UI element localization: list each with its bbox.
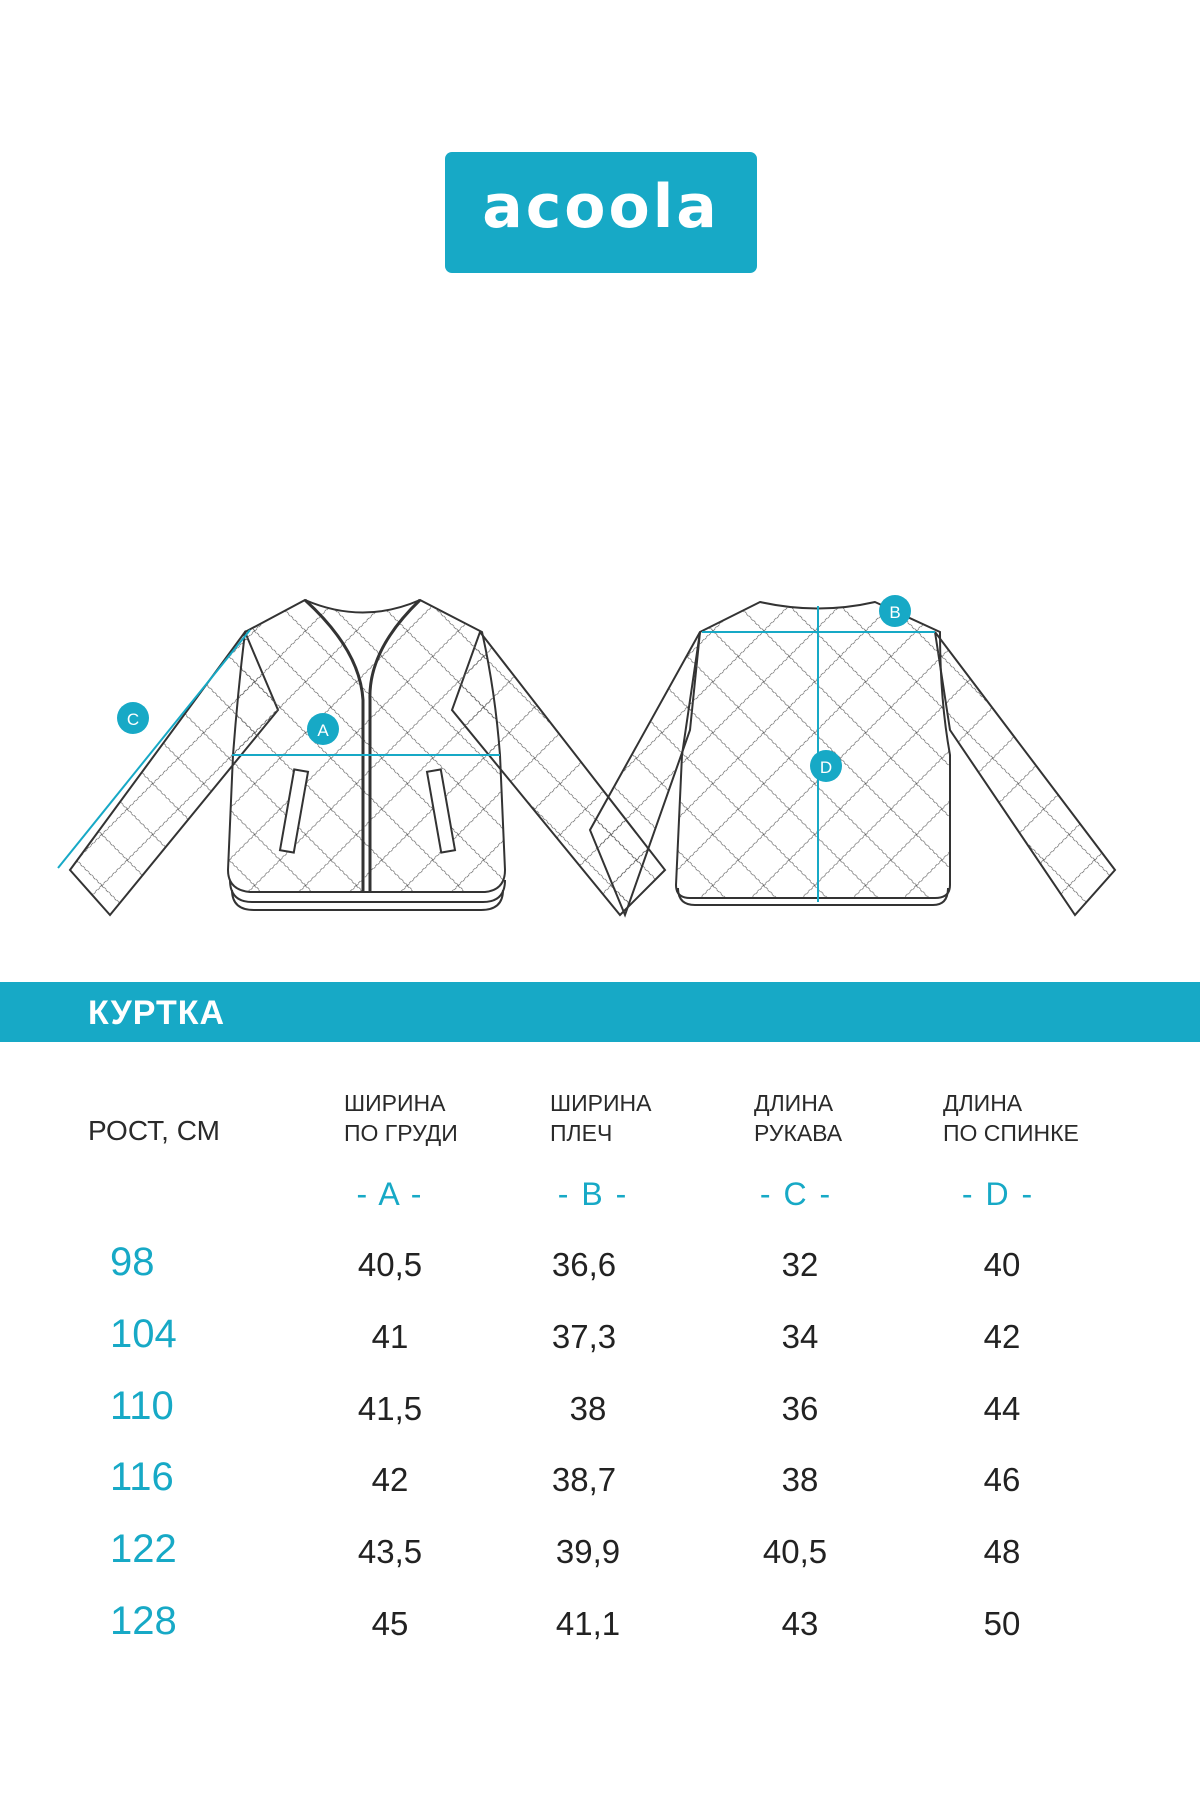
cell-sleeve: 43 <box>781 1605 819 1642</box>
column-letter-c: - C - <box>759 1176 833 1212</box>
measure-label-d: D <box>819 758 833 777</box>
column-header-line2: РУКАВА <box>754 1120 843 1146</box>
row-size: 98 <box>110 1240 155 1284</box>
height-column-header: РОСТ, СМ <box>88 1115 220 1146</box>
product-title-band <box>0 982 1200 1042</box>
cell-shoulder: 39,9 <box>555 1533 621 1570</box>
cell-chest: 43,5 <box>357 1533 423 1570</box>
cell-shoulder: 41,1 <box>555 1605 621 1642</box>
jacket-back-view <box>590 595 1115 915</box>
column-letter-b: - B - <box>557 1176 629 1212</box>
jacket-technical-drawing <box>0 580 1200 930</box>
column-letter-a: - A - <box>356 1176 424 1212</box>
cell-shoulder: 36,6 <box>551 1246 617 1283</box>
column-header-line2: ПЛЕЧ <box>550 1120 613 1146</box>
cell-chest: 40,5 <box>357 1246 423 1283</box>
column-header-line1: ШИРИНА <box>550 1090 652 1116</box>
product-title: КУРТКА <box>88 994 226 1032</box>
cell-back: 50 <box>983 1605 1021 1642</box>
cell-shoulder: 38 <box>569 1390 607 1427</box>
cell-sleeve: 36 <box>781 1390 819 1427</box>
column-header-line1: ДЛИНА <box>754 1090 834 1116</box>
measure-label-c: C <box>126 710 140 729</box>
cell-back: 40 <box>983 1246 1021 1283</box>
row-size: 122 <box>110 1527 177 1571</box>
measure-label-a: A <box>317 721 329 740</box>
cell-back: 46 <box>983 1461 1021 1498</box>
column-header-line1: ШИРИНА <box>344 1090 446 1116</box>
cell-shoulder: 38,7 <box>551 1461 617 1498</box>
cell-sleeve: 40,5 <box>762 1533 828 1570</box>
cell-chest: 42 <box>371 1461 409 1498</box>
column-header-line1: ДЛИНА <box>943 1090 1023 1116</box>
cell-sleeve: 32 <box>781 1246 819 1283</box>
row-size: 116 <box>110 1455 174 1499</box>
column-header-line2: ПО ГРУДИ <box>344 1120 458 1146</box>
column-header-sleeve-length <box>754 1088 842 1148</box>
column-letter-d: - D - <box>961 1176 1035 1212</box>
brand-logo <box>445 152 757 273</box>
jacket-front-view <box>58 600 665 915</box>
column-header-back-length <box>943 1088 1079 1148</box>
cell-shoulder: 37,3 <box>551 1318 617 1355</box>
row-size: 104 <box>110 1312 177 1356</box>
column-header-shoulder-width <box>550 1088 651 1148</box>
column-header-line2: ПО СПИНКЕ <box>943 1120 1079 1146</box>
cell-back: 48 <box>983 1533 1021 1570</box>
cell-sleeve: 38 <box>781 1461 819 1498</box>
cell-back: 44 <box>983 1390 1021 1427</box>
row-size: 128 <box>110 1599 177 1643</box>
measure-label-b: B <box>889 603 901 622</box>
column-header-chest-width <box>344 1088 458 1148</box>
cell-chest: 41,5 <box>357 1390 423 1427</box>
cell-chest: 41 <box>371 1318 409 1355</box>
cell-back: 42 <box>983 1318 1021 1355</box>
brand-logo-text: acoola <box>482 172 720 242</box>
row-size: 110 <box>110 1384 174 1428</box>
cell-sleeve: 34 <box>781 1318 819 1355</box>
cell-chest: 45 <box>371 1605 409 1642</box>
